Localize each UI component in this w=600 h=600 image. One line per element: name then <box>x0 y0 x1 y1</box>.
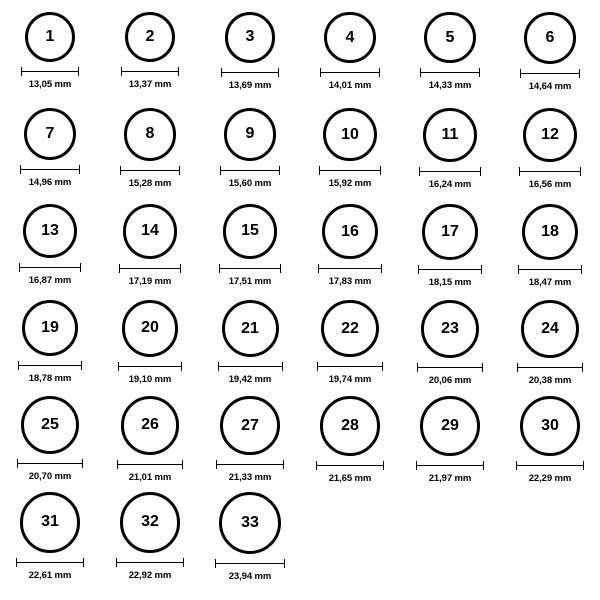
ring-size-cell[interactable] <box>500 12 600 108</box>
ring-circle <box>324 12 375 63</box>
diameter-measure-line <box>118 362 183 371</box>
measure-tick-left <box>520 69 521 78</box>
ring-size-label: 26 <box>141 416 159 434</box>
diameter-label: 22,61 mm <box>28 569 72 581</box>
ring-circle <box>25 12 75 62</box>
diameter-measure-line <box>517 363 583 372</box>
diameter-measure-line <box>420 68 479 77</box>
measure-bar <box>219 268 282 269</box>
ring-size-label: 14 <box>141 222 159 240</box>
ring-circle <box>424 12 475 63</box>
ring-size-cell[interactable] <box>0 300 100 396</box>
measure-tick-right <box>580 167 581 176</box>
ring-size-label: 11 <box>441 125 459 143</box>
ring-circle <box>524 12 576 64</box>
ring-size-cell[interactable] <box>0 204 100 300</box>
diameter-label: 18,15 mm <box>428 276 472 288</box>
diameter-measure-line <box>220 166 281 175</box>
measure-tick-right <box>383 461 384 470</box>
ring-size-label: 28 <box>341 416 359 434</box>
ring-size-cell[interactable] <box>400 396 500 492</box>
ring-size-label: 22 <box>341 319 359 337</box>
diameter-measure-line <box>419 167 481 176</box>
measure-bar <box>520 73 580 74</box>
ring-circle <box>320 396 380 456</box>
diameter-label: 21,97 mm <box>428 472 472 484</box>
ring-circle <box>220 396 279 455</box>
measure-tick-right <box>80 263 81 272</box>
ring-size-cell[interactable] <box>200 300 300 396</box>
ring-size-label: 31 <box>41 513 59 531</box>
ring-size-cell[interactable] <box>300 108 400 204</box>
measure-bar <box>19 267 81 268</box>
diameter-label: 17,51 mm <box>228 275 272 287</box>
measure-tick-right <box>582 363 583 372</box>
diameter-label: 21,01 mm <box>128 471 172 483</box>
measure-bar <box>118 366 183 367</box>
measure-bar <box>121 71 179 72</box>
measure-bar <box>418 269 482 270</box>
diameter-label: 13,69 mm <box>228 79 272 91</box>
diameter-label: 13,37 mm <box>128 79 172 91</box>
diameter-measure-line <box>520 69 580 78</box>
ring-size-cell[interactable] <box>100 492 200 588</box>
ring-size-label: 33 <box>241 514 259 531</box>
diameter-measure-line <box>317 362 382 371</box>
measure-bar <box>320 72 379 73</box>
measure-tick-right <box>283 460 284 469</box>
measure-bar <box>519 171 581 172</box>
ring-size-cell[interactable] <box>500 300 600 396</box>
diameter-measure-line <box>120 166 181 175</box>
ring-size-label: 12 <box>541 125 559 143</box>
measure-tick-left <box>21 67 22 76</box>
diameter-measure-line <box>416 461 484 470</box>
ring-size-cell[interactable] <box>0 492 100 588</box>
measure-tick-left <box>119 264 120 273</box>
ring-circle <box>523 108 577 162</box>
measure-tick-left <box>118 362 119 371</box>
ring-size-cell[interactable] <box>400 300 500 396</box>
measure-tick-right <box>78 67 79 76</box>
measure-tick-left <box>117 460 118 469</box>
ring-size-cell[interactable] <box>200 108 300 204</box>
measure-bar <box>319 170 380 171</box>
ring-size-cell[interactable] <box>300 300 400 396</box>
ring-size-label: 9 <box>245 125 255 143</box>
ring-circle <box>422 204 478 260</box>
measure-bar <box>18 365 82 366</box>
measure-bar <box>116 562 185 563</box>
ring-circle <box>420 396 480 456</box>
ring-size-label: 3 <box>245 28 255 46</box>
diameter-label: 20,06 mm <box>428 374 472 386</box>
diameter-label: 16,56 mm <box>528 178 572 190</box>
measure-tick-left <box>318 264 319 273</box>
ring-circle <box>225 12 276 63</box>
ring-circle <box>124 108 177 161</box>
measure-tick-right <box>481 265 482 274</box>
diameter-measure-line <box>17 459 83 468</box>
measure-tick-left <box>220 166 221 175</box>
ring-circle <box>321 300 378 357</box>
measure-bar <box>20 169 80 170</box>
ring-circle <box>520 396 580 456</box>
measure-bar <box>216 464 283 465</box>
diameter-measure-line <box>215 559 285 568</box>
ring-size-cell[interactable] <box>500 204 600 300</box>
ring-size-cell[interactable] <box>0 396 100 492</box>
diameter-measure-line <box>518 265 582 274</box>
measure-bar <box>518 269 582 270</box>
diameter-label: 14,01 mm <box>328 80 372 92</box>
measure-tick-right <box>282 362 283 371</box>
measure-tick-right <box>179 166 180 175</box>
ring-circle <box>121 396 180 455</box>
diameter-measure-line <box>16 558 85 567</box>
ring-size-label: 1 <box>45 28 55 45</box>
ring-circle <box>423 108 477 162</box>
measure-tick-right <box>382 362 383 371</box>
measure-tick-left <box>17 459 18 468</box>
measure-tick-right <box>480 167 481 176</box>
diameter-measure-line <box>218 362 283 371</box>
measure-tick-right <box>583 461 584 470</box>
measure-tick-left <box>320 68 321 77</box>
ring-size-label: 24 <box>541 320 559 338</box>
measure-bar <box>119 268 182 269</box>
measure-tick-left <box>517 363 518 372</box>
ring-size-label: 25 <box>41 416 59 434</box>
diameter-label: 17,19 mm <box>128 275 172 287</box>
measure-tick-left <box>120 166 121 175</box>
ring-circle <box>222 300 279 357</box>
diameter-measure-line <box>519 167 581 176</box>
ring-size-label: 23 <box>441 319 459 337</box>
diameter-measure-line <box>119 264 182 273</box>
diameter-measure-line <box>117 460 184 469</box>
measure-tick-right <box>83 558 84 567</box>
diameter-label: 21,33 mm <box>228 472 272 484</box>
measure-bar <box>419 171 481 172</box>
diameter-measure-line <box>516 461 584 470</box>
ring-circle <box>522 204 578 260</box>
ring-size-cell[interactable] <box>100 12 200 108</box>
diameter-label: 13,05 mm <box>28 79 72 90</box>
ring-size-label: 13 <box>41 222 59 240</box>
measure-bar <box>221 72 280 73</box>
measure-bar <box>316 465 384 466</box>
ring-size-label: 16 <box>341 222 359 240</box>
diameter-label: 20,38 mm <box>528 375 572 387</box>
diameter-label: 17,83 mm <box>328 276 372 288</box>
ring-circle <box>521 300 579 358</box>
diameter-measure-line <box>20 165 80 174</box>
diameter-measure-line <box>216 460 283 469</box>
diameter-label: 16,87 mm <box>28 275 72 287</box>
measure-tick-right <box>180 264 181 273</box>
measure-tick-left <box>419 167 420 176</box>
measure-tick-right <box>278 68 279 77</box>
measure-tick-left <box>416 461 417 470</box>
measure-tick-right <box>81 361 82 370</box>
measure-tick-right <box>181 362 182 371</box>
measure-bar <box>16 562 85 563</box>
diameter-label: 15,28 mm <box>128 177 172 189</box>
ring-size-cell[interactable] <box>100 204 200 300</box>
diameter-label: 23,94 mm <box>228 571 272 582</box>
diameter-label: 22,29 mm <box>528 473 572 485</box>
diameter-measure-line <box>221 68 280 77</box>
diameter-measure-line <box>319 166 380 175</box>
ring-circle <box>23 204 77 258</box>
measure-tick-left <box>221 68 222 77</box>
measure-tick-right <box>479 68 480 77</box>
ring-circle <box>22 300 78 356</box>
measure-bar <box>516 465 584 466</box>
ring-circle <box>323 108 376 161</box>
ring-size-label: 2 <box>145 28 155 46</box>
ring-circle <box>125 12 175 62</box>
measure-tick-left <box>121 67 122 76</box>
ring-size-label: 29 <box>441 416 459 434</box>
measure-bar <box>420 72 479 73</box>
measure-tick-left <box>420 68 421 77</box>
diameter-measure-line <box>121 67 179 76</box>
ring-size-cell[interactable] <box>300 204 400 300</box>
diameter-label: 19,42 mm <box>228 374 272 385</box>
measure-bar <box>517 367 583 368</box>
diameter-label: 14,96 mm <box>28 177 72 189</box>
ring-size-label: 7 <box>45 125 55 143</box>
ring-size-cell[interactable] <box>100 396 200 492</box>
diameter-measure-line <box>116 558 185 567</box>
ring-size-cell[interactable] <box>0 12 100 108</box>
measure-bar <box>120 170 181 171</box>
measure-tick-right <box>279 166 280 175</box>
diameter-measure-line <box>417 363 483 372</box>
measure-tick-right <box>280 264 281 273</box>
ring-circle <box>20 492 81 553</box>
measure-bar <box>117 464 184 465</box>
ring-size-label: 21 <box>241 319 259 337</box>
measure-bar <box>17 463 83 464</box>
measure-tick-left <box>219 264 220 273</box>
measure-tick-right <box>380 166 381 175</box>
measure-tick-left <box>516 461 517 470</box>
diameter-label: 14,64 mm <box>528 80 572 92</box>
ring-size-cell[interactable] <box>100 300 200 396</box>
measure-tick-right <box>182 460 183 469</box>
ring-size-label: 18 <box>541 223 559 240</box>
ring-size-label: 15 <box>241 222 259 240</box>
diameter-measure-line <box>21 67 79 76</box>
ring-size-cell[interactable] <box>200 396 300 492</box>
measure-tick-left <box>16 558 17 567</box>
diameter-label: 15,92 mm <box>328 178 372 190</box>
measure-tick-right <box>178 67 179 76</box>
measure-tick-right <box>79 165 80 174</box>
measure-tick-left <box>218 362 219 371</box>
ring-size-label: 8 <box>145 125 155 143</box>
diameter-measure-line <box>318 264 381 273</box>
measure-tick-right <box>82 459 83 468</box>
measure-tick-left <box>519 167 520 176</box>
measure-tick-right <box>581 265 582 274</box>
diameter-measure-line <box>219 264 282 273</box>
ring-size-cell[interactable] <box>500 396 600 492</box>
ring-size-cell[interactable] <box>100 108 200 204</box>
measure-tick-left <box>417 363 418 372</box>
ring-size-label: 17 <box>441 222 459 240</box>
ring-size-label: 10 <box>341 125 359 143</box>
ring-size-label: 27 <box>241 416 259 434</box>
measure-tick-right <box>381 264 382 273</box>
measure-tick-left <box>317 362 318 371</box>
diameter-measure-line <box>320 68 379 77</box>
ring-size-cell[interactable] <box>200 492 300 588</box>
ring-size-cell[interactable] <box>200 12 300 108</box>
ring-size-cell[interactable] <box>300 12 400 108</box>
ring-circle <box>120 492 181 553</box>
ring-size-cell[interactable] <box>200 204 300 300</box>
ring-circle <box>421 300 479 358</box>
diameter-label: 19,10 mm <box>128 373 172 385</box>
ring-size-label: 6 <box>545 28 555 46</box>
measure-tick-right <box>483 461 484 470</box>
ring-size-cell[interactable] <box>400 108 500 204</box>
ring-size-label: 20 <box>141 319 159 337</box>
measure-tick-left <box>316 461 317 470</box>
measure-tick-left <box>20 165 21 174</box>
measure-bar <box>215 563 285 564</box>
diameter-label: 21,65 mm <box>328 472 372 484</box>
measure-bar <box>220 170 281 171</box>
diameter-label: 20,70 mm <box>28 471 72 483</box>
measure-bar <box>218 366 283 367</box>
measure-tick-left <box>216 460 217 469</box>
ring-circle <box>123 204 178 259</box>
ring-size-cell[interactable] <box>400 12 500 108</box>
diameter-measure-line <box>19 263 81 272</box>
diameter-measure-line <box>316 461 384 470</box>
ring-size-label: 32 <box>141 513 159 531</box>
measure-tick-right <box>579 69 580 78</box>
ring-circle <box>223 204 278 259</box>
measure-bar <box>417 367 483 368</box>
measure-bar <box>318 268 381 269</box>
ring-circle <box>21 396 79 454</box>
measure-tick-right <box>482 363 483 372</box>
measure-bar <box>21 71 79 72</box>
measure-tick-left <box>19 263 20 272</box>
ring-size-cell[interactable] <box>0 108 100 204</box>
ring-size-label: 19 <box>41 319 59 337</box>
ring-circle <box>219 492 281 554</box>
diameter-label: 19,74 mm <box>328 374 372 386</box>
ring-size-label: 5 <box>445 28 455 46</box>
ring-circle <box>122 300 179 357</box>
diameter-label: 14,33 mm <box>428 80 472 92</box>
measure-tick-left <box>319 166 320 175</box>
ring-size-cell[interactable] <box>500 108 600 204</box>
measure-tick-left <box>418 265 419 274</box>
diameter-measure-line <box>18 361 82 370</box>
ring-size-cell[interactable] <box>400 204 500 300</box>
measure-tick-left <box>18 361 19 370</box>
measure-tick-left <box>518 265 519 274</box>
ring-size-cell[interactable] <box>300 396 400 492</box>
ring-size-label: 30 <box>541 417 559 435</box>
measure-tick-left <box>215 559 216 568</box>
diameter-label: 16,24 mm <box>428 178 472 190</box>
ring-size-label: 4 <box>345 28 355 46</box>
measure-tick-right <box>379 68 380 77</box>
measure-bar <box>317 366 382 367</box>
ring-circle <box>224 108 277 161</box>
measure-bar <box>416 465 484 466</box>
ring-circle <box>322 204 377 259</box>
measure-tick-right <box>183 558 184 567</box>
diameter-label: 18,78 mm <box>28 373 72 385</box>
diameter-measure-line <box>418 265 482 274</box>
ring-circle <box>24 108 76 160</box>
diameter-label: 18,47 mm <box>528 277 572 288</box>
measure-tick-right <box>284 559 285 568</box>
diameter-label: 15,60 mm <box>228 177 272 189</box>
diameter-label: 22,92 mm <box>128 569 172 581</box>
measure-tick-left <box>116 558 117 567</box>
